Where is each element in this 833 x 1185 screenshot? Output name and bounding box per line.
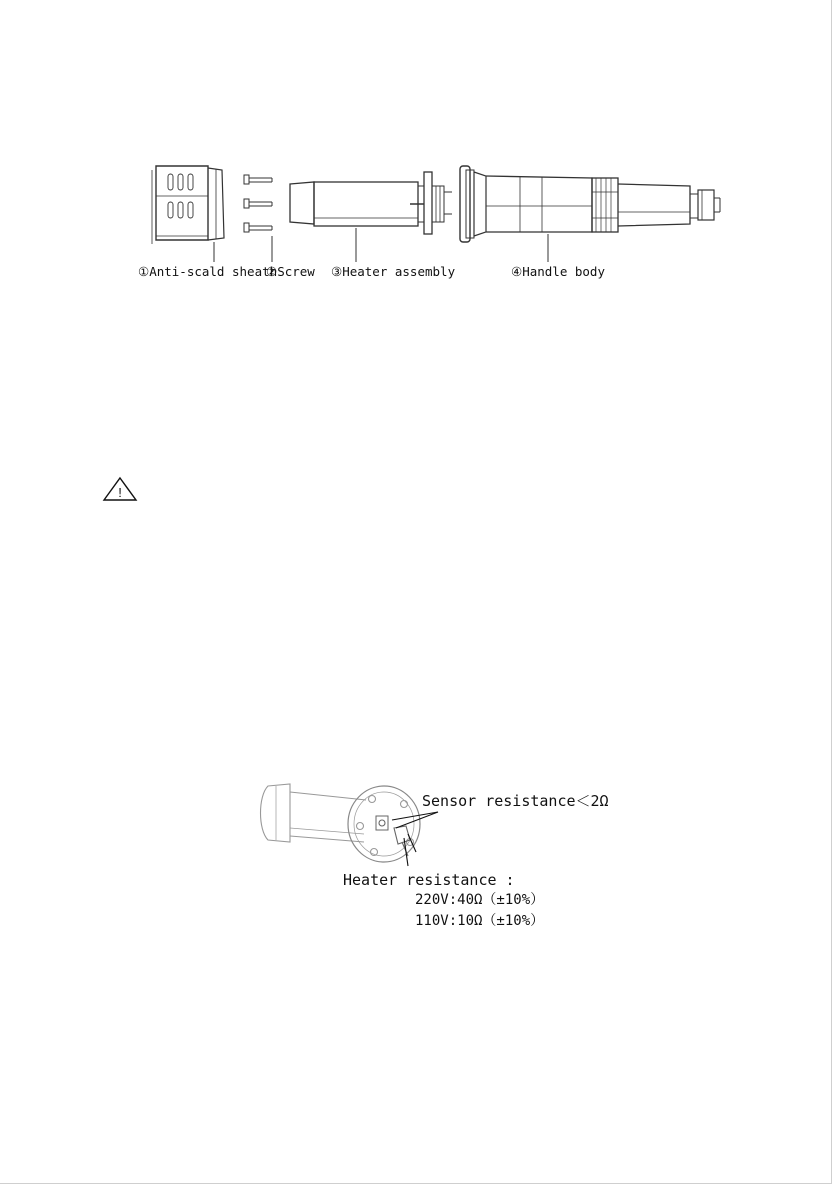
heater-spec-220v: 220V:40Ω（±10%） — [415, 892, 545, 908]
label-anti-scald-sheath: ①Anti-scald sheath — [138, 264, 278, 279]
heater-resistance-diagram — [261, 784, 421, 862]
label-heater-assembly: ③Heater assembly — [331, 264, 456, 279]
exploded-view-diagram — [152, 166, 720, 262]
anti-scald-sheath-drawing — [152, 166, 224, 244]
sensor-arrow-1 — [392, 812, 438, 820]
warning-glyph: ! — [118, 485, 122, 500]
heater-resistance-label: Heater resistance : — [343, 871, 515, 889]
label-screw: ②Screw — [266, 264, 315, 279]
sensor-resistance-label: Sensor resistance＜2Ω — [422, 792, 609, 810]
label-handle-body: ④Handle body — [511, 264, 605, 279]
handle-body-drawing — [460, 166, 720, 242]
warning-triangle-icon — [104, 478, 136, 500]
screws-drawing — [244, 175, 272, 232]
heater-spec-110v: 110V:10Ω（±10%） — [415, 913, 545, 929]
annotation-arrows — [392, 812, 438, 866]
heater-assembly-drawing — [290, 172, 452, 234]
sensor-arrow-2 — [396, 812, 438, 828]
